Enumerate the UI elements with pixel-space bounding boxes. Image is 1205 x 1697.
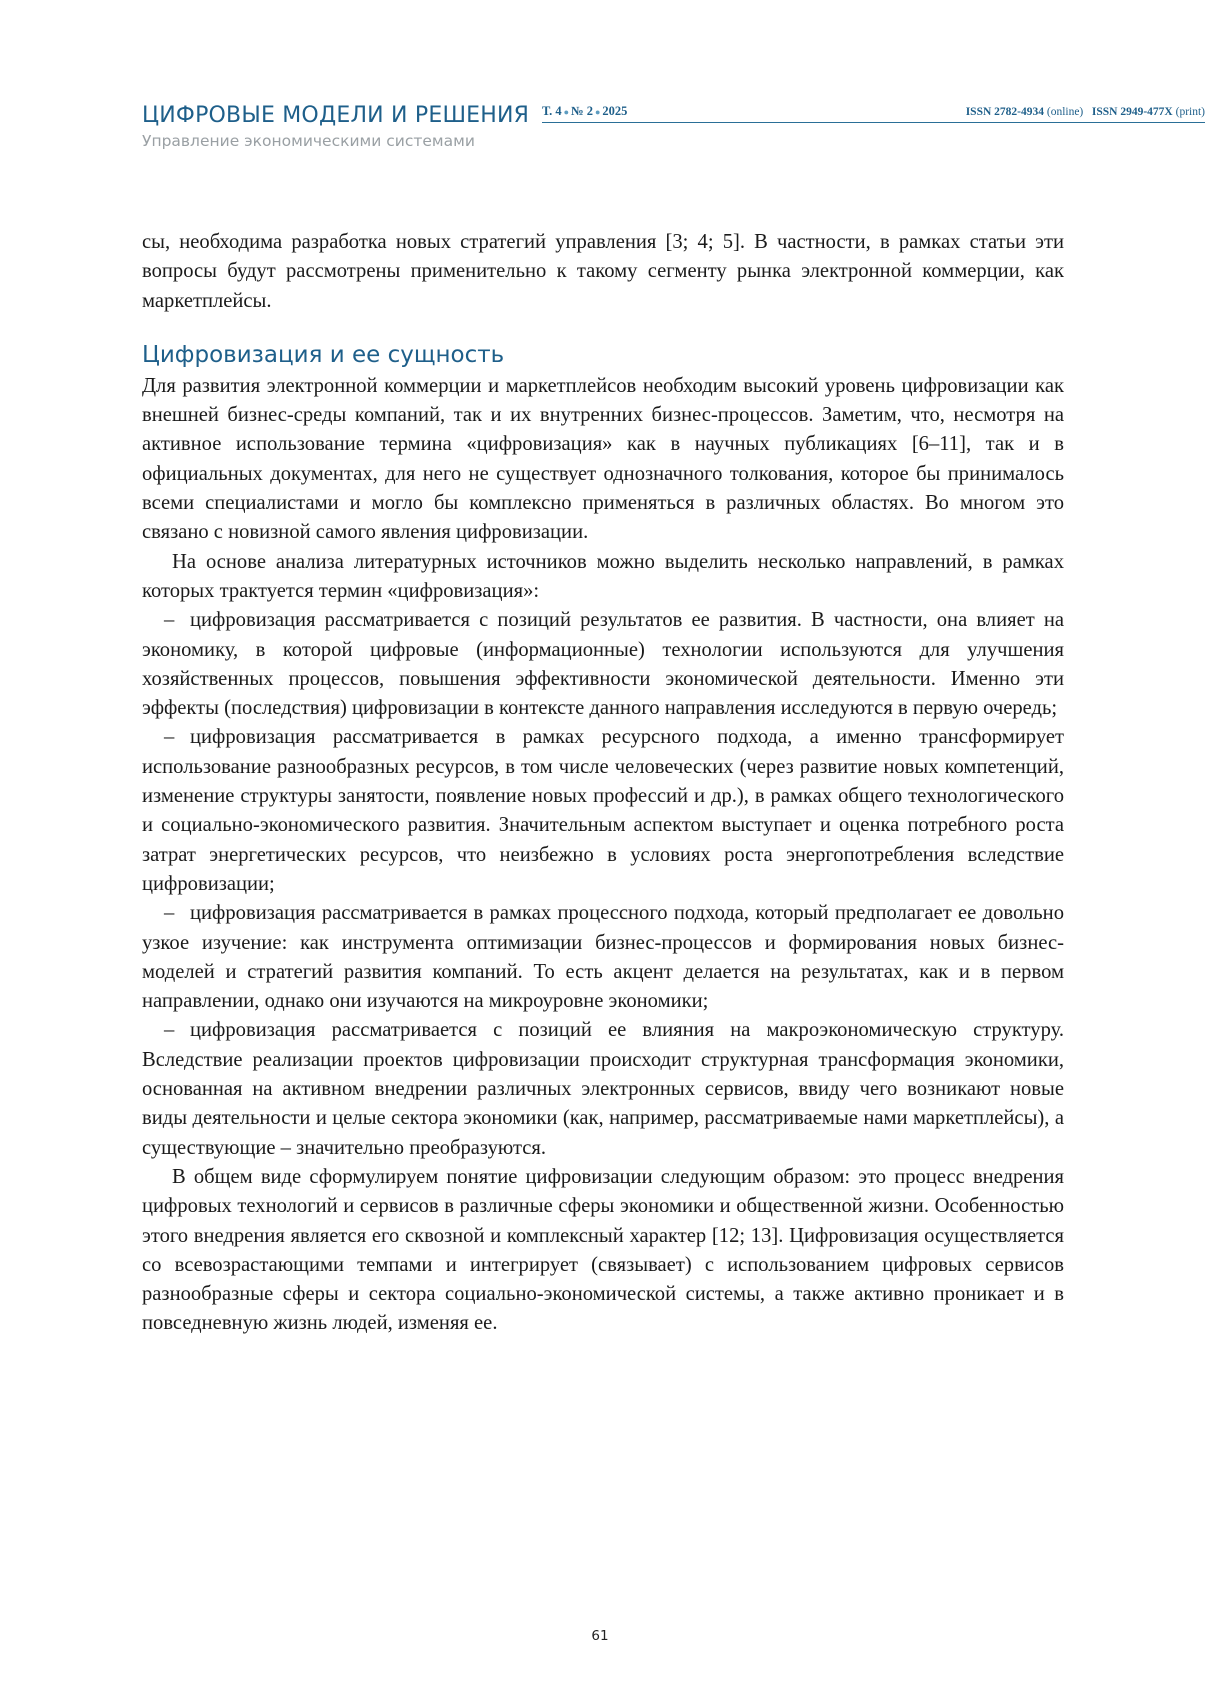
list-item-text: цифровизация рассматривается с позиций ее влияния на макроэкономическую структуру. Вследствие реализации проектов цифровизации происходит структурная трансформация экономики, основанная на активном внедрении различных электронных сервисов, ввиду чего возникают новые виды деятельности и целые сектора экономики (как, например, рассматриваемые нами маркетплейсы), а существующие – значительно преобразуются. xyxy=(142,1019,1064,1159)
page-header xyxy=(142,103,1205,150)
year: 2025 xyxy=(602,104,628,118)
volume-issue xyxy=(542,104,627,119)
dash-bullet: – xyxy=(164,902,175,925)
paragraph: В общем виде сформулируем понятие цифровизации следующим образом: это процесс внедрения цифровых технологий и сервисов в различные сферы экономики и общественной жизни. Особенностью этого внедрения является его сквозной и комплексный характер [12; 13]. Цифровизация осуществляется со всевозрастающими темпами и интегрирует (связывает) с использованием цифровых сервисов разнообразные сферы и сектора социально-экономической системы, а также активно проникает и в повседневную жизнь людей, изменяя ее. xyxy=(142,1165,1064,1335)
dash-bullet: – xyxy=(164,609,175,632)
paragraph: На основе анализа литературных источников можно выделить несколько направлений, в рамках которых трактуется термин «цифровизация»: xyxy=(142,550,1064,602)
list-item-text: цифровизация рассматривается с позиций результатов ее развития. В частности, она влияет на экономику, в которой цифровые (информационные) технологии используются для улучшения хозяйственных процессов, повышения эффективности экономической деятельности. Именно эти эффекты (последствия) цифровизации в контексте данного направления исследуются в первую очередь; xyxy=(142,609,1064,720)
page-number: 61 xyxy=(591,1628,609,1644)
paragraph: Для развития электронной коммерции и маркетплейсов необходим высокий уровень цифровизации как внешней бизнес-среды компаний, так и их внутренних бизнес-процессов. Заметим, что, несмотря на активное использование термина «цифровизация» как в научных публикациях [6–11], так и в официальных документах, для него не существует однозначного толкования, которое бы принималось всеми специалистами и могло бы комплексно применяться в различных областях. Во многом это связано с новизной самого явления цифровизации. xyxy=(142,374,1064,544)
issue: № 2 xyxy=(571,104,593,118)
separator-dot-icon: ● xyxy=(563,107,570,117)
intro-paragraph: сы, необходима разработка новых стратегий управления [3; 4; 5]. В частности, в рамках статьи эти вопросы будут рассмотрены применительно к такому сегменту рынка электронной коммерции, как маркетплейсы. xyxy=(142,231,1064,312)
issn-print: ISSN 2949-477X xyxy=(1091,106,1173,118)
list-item xyxy=(142,1016,1064,1162)
separator-dot-icon: ● xyxy=(594,107,601,117)
issn-info xyxy=(966,106,1205,118)
list-item-text: цифровизация рассматривается в рамках ресурсного подхода, а именно трансформирует использование разнообразных ресурсов, в том числе человеческих (через развитие новых компетенций, изменение структуры занятости, появление новых профессий и др.), в рамках общего технологического и социально-экономического развития. Значительным аспектом выступает и оценка потребного роста затрат энергетических ресурсов, что неизбежно в условиях роста энергопотребления вследствие цифровизации; xyxy=(142,726,1064,895)
issn-print-label: (print) xyxy=(1175,106,1205,118)
article-body xyxy=(142,228,1064,1339)
issn-online: ISSN 2782-4934 xyxy=(965,106,1044,118)
issue-info-bar xyxy=(542,104,1205,123)
dash-bullet: – xyxy=(164,1019,175,1042)
list-item-text: цифровизация рассматривается в рамках процессного подхода, который предполагает ее довольно узкое изучение: как инструмента оптимизации бизнес-процессов и формирования новых бизнес-моделей и стратегий развития компаний. То есть акцент делается на результатах, как и в первом направлении, однако они изучаются на микроуровне экономики; xyxy=(142,902,1064,1013)
list-item xyxy=(142,606,1064,723)
issn-online-label: (online) xyxy=(1046,106,1084,118)
dash-bullet: – xyxy=(164,726,175,749)
journal-subtitle: Управление экономическими системами xyxy=(142,132,475,150)
list-item xyxy=(142,899,1064,1016)
volume: Т. 4 xyxy=(542,104,562,118)
journal-title: ЦИФРОВЫЕ МОДЕЛИ И РЕШЕНИЯ xyxy=(142,103,530,128)
section-heading: Цифровизация и ее сущность xyxy=(142,341,505,368)
list-item xyxy=(142,723,1064,899)
